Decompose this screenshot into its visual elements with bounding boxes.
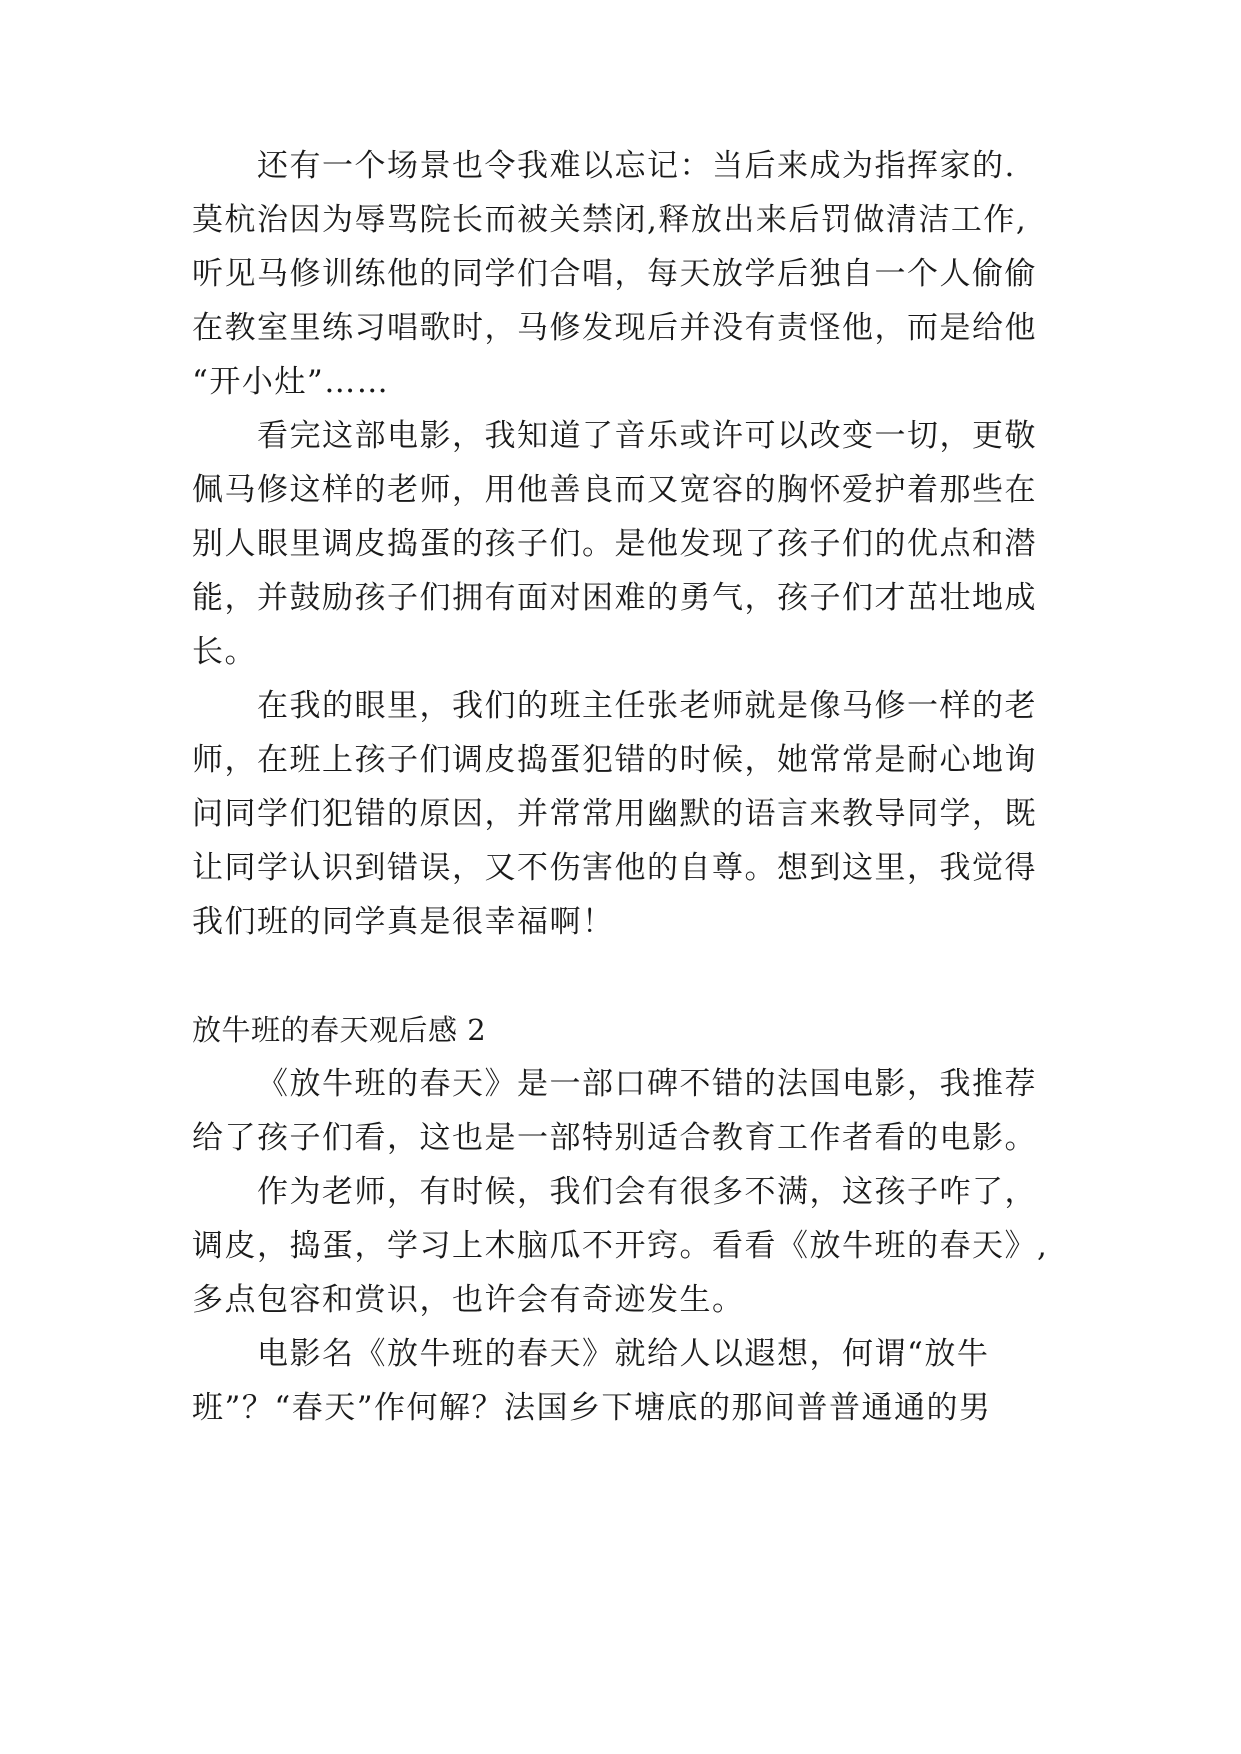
paragraph-line: “开小灶”…… <box>192 364 390 400</box>
paragraph-line: 《放牛班的春天》是一部口碑不错的法国电影，我推荐 <box>257 1066 1037 1102</box>
paragraph-line: 在教室里练习唱歌时，马修发现后并没有责怪他，而是给他 <box>192 310 1037 346</box>
paragraph-line: 师，在班上孩子们调皮捣蛋犯错的时候，她常常是耐心地询 <box>192 742 1037 778</box>
paragraph-line: 在我的眼里，我们的班主任张老师就是像马修一样的老 <box>257 688 1037 724</box>
paragraph-line: 调皮，捣蛋，学习上木脑瓜不开窍。看看《放牛班的春天》, <box>192 1228 1049 1264</box>
paragraph-line: 听见马修训练他的同学们合唱，每天放学后独自一个人偷偷 <box>192 256 1037 292</box>
paragraph-line: 莫杭治因为辱骂院长而被关禁闭,释放出来后罚做清洁工作, <box>192 202 1028 238</box>
paragraph-line: 别人眼里调皮捣蛋的孩子们。是他发现了孩子们的优点和潜 <box>192 526 1037 562</box>
paragraph-line: 看完这部电影，我知道了音乐或许可以改变一切，更敬 <box>257 418 1037 454</box>
section-heading: 放牛班的春天观后感 2 <box>192 1013 487 1047</box>
paragraph-line: 给了孩子们看，这也是一部特别适合教育工作者看的电影。 <box>192 1120 1037 1156</box>
paragraph-line: 佩马修这样的老师，用他善良而又宽容的胸怀爱护着那些在 <box>192 472 1037 508</box>
paragraph-line: 作为老师，有时候，我们会有很多不满，这孩子咋了， <box>257 1174 1037 1210</box>
paragraph-line: 能，并鼓励孩子们拥有面对困难的勇气，孩子们才茁壮地成 <box>192 580 1037 616</box>
paragraph-line: 长。 <box>192 634 257 670</box>
paragraph-line: 问同学们犯错的原因，并常常用幽默的语言来教导同学，既 <box>192 796 1037 832</box>
paragraph-line: 班”？“春天”作何解？法国乡下塘底的那间普普通通的男 <box>192 1390 992 1426</box>
paragraph-line: 我们班的同学真是很幸福啊！ <box>192 904 615 940</box>
paragraph-line: 让同学认识到错误，又不伤害他的自尊。想到这里，我觉得 <box>192 850 1037 886</box>
paragraph-line: 还有一个场景也令我难以忘记：当后来成为指挥家的. <box>257 148 1016 184</box>
paragraph-line: 电影名《放牛班的春天》就给人以遐想，何谓“放牛 <box>257 1336 990 1372</box>
paragraph-line: 多点包容和赏识，也许会有奇迹发生。 <box>192 1282 745 1318</box>
